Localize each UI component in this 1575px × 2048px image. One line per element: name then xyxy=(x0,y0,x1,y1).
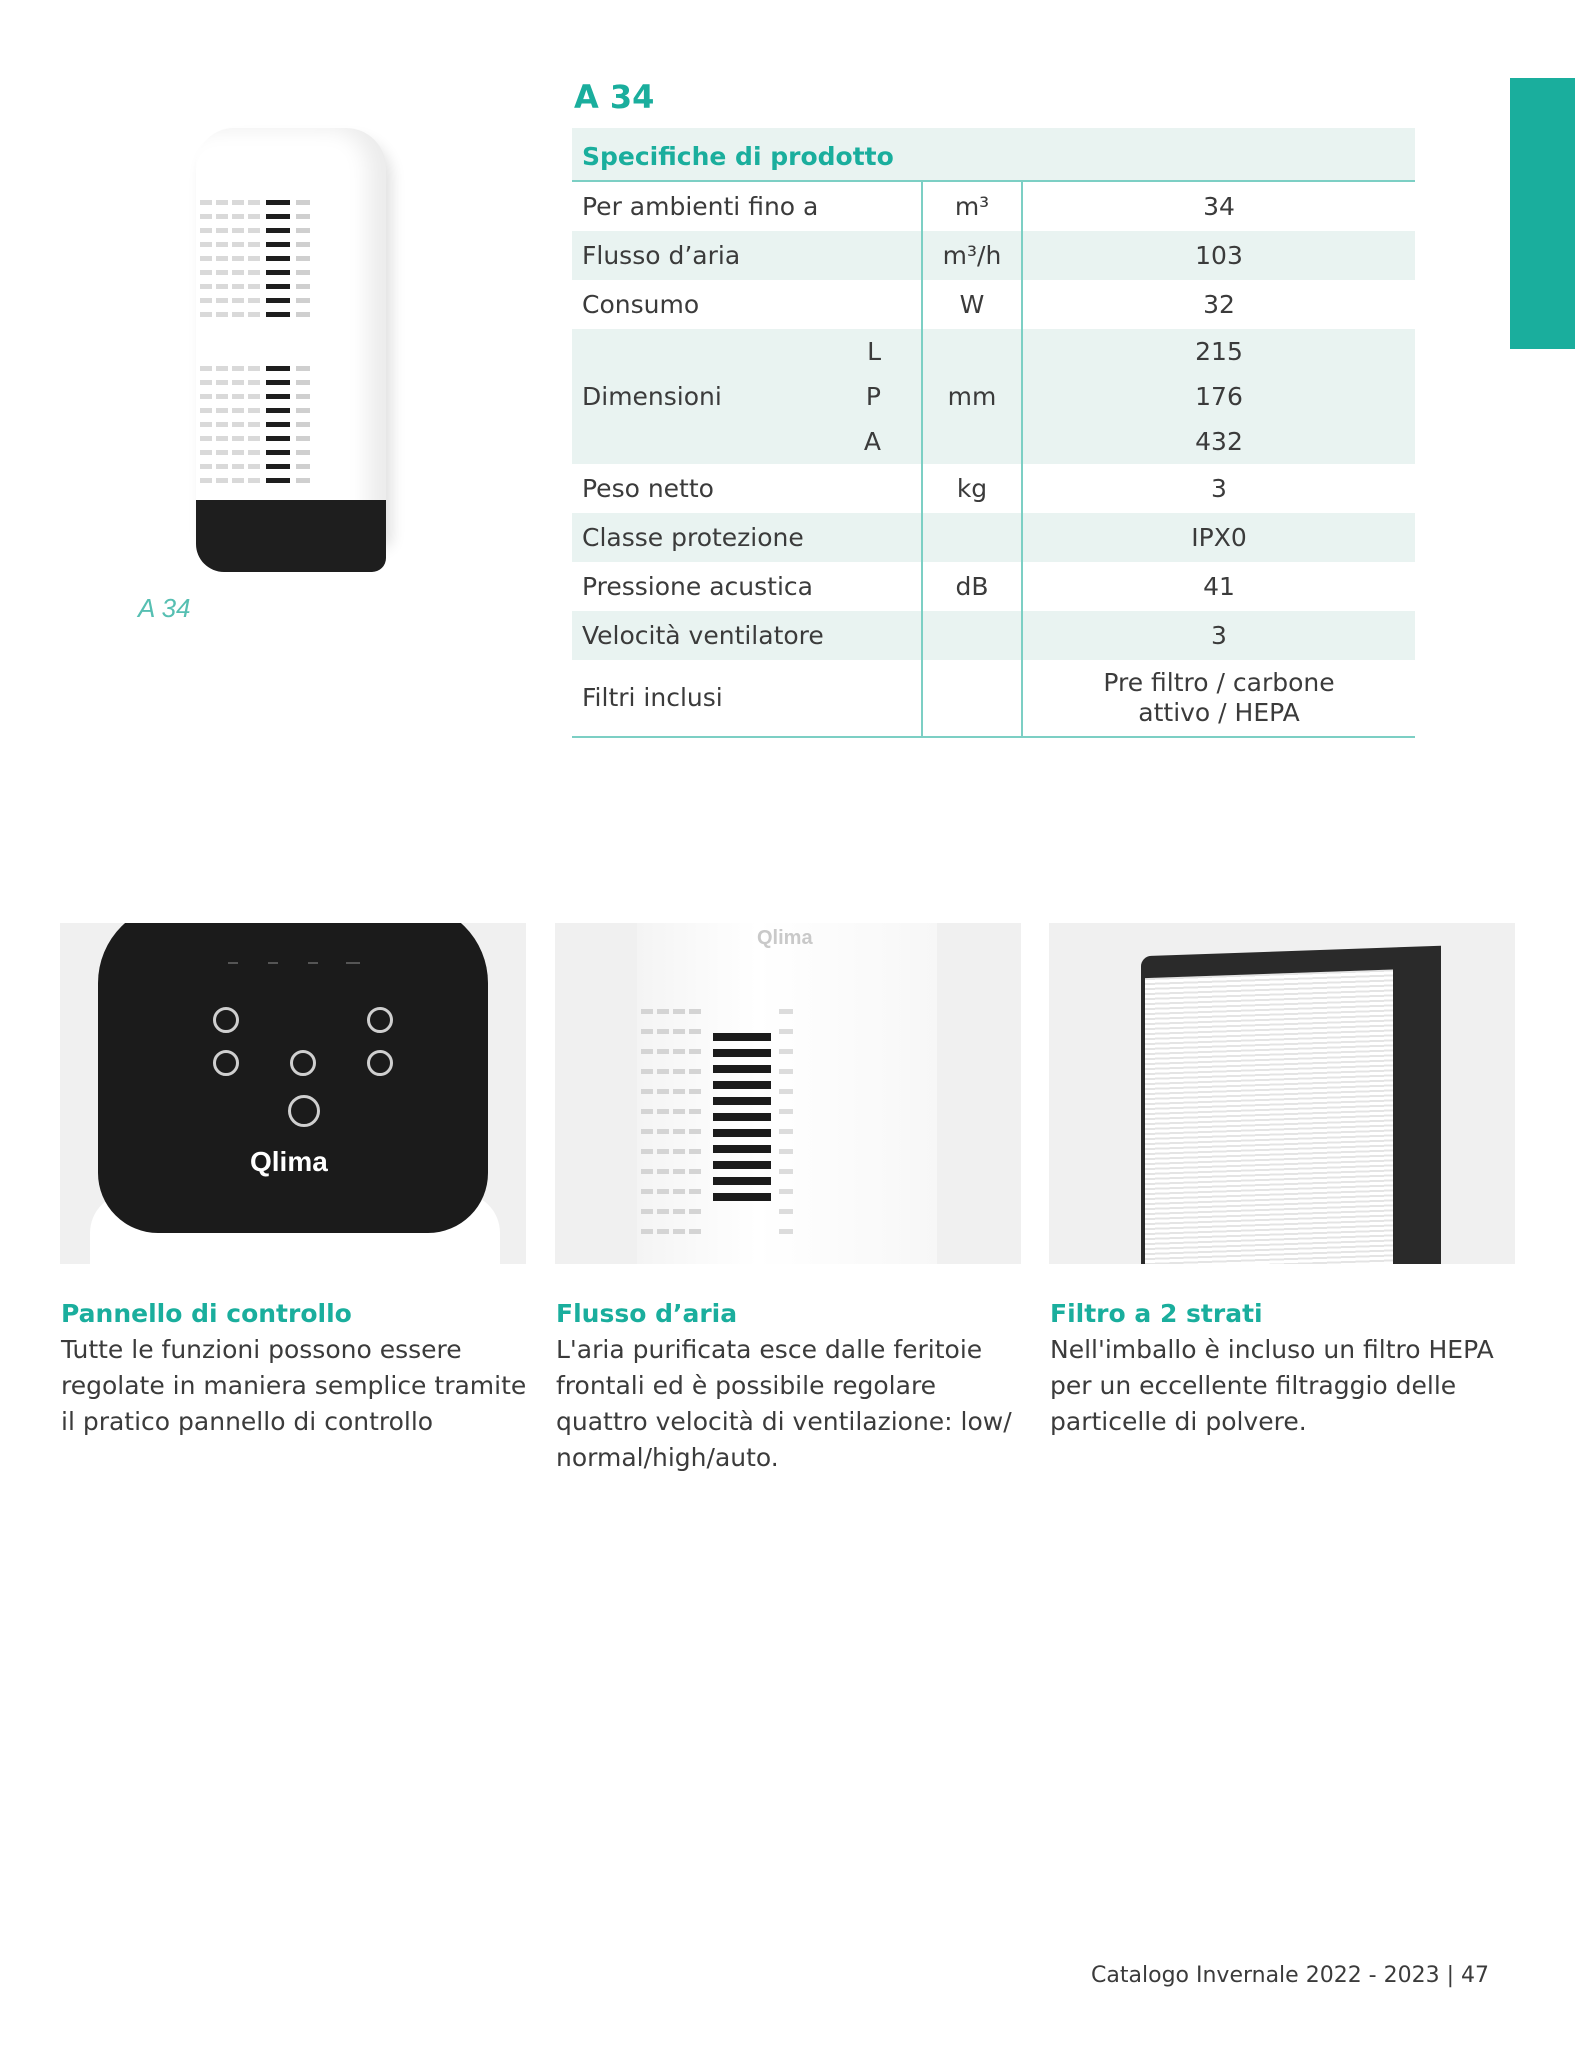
feature-filter xyxy=(1050,1296,1520,1440)
control-panel-image xyxy=(60,923,526,1264)
air-grill xyxy=(637,1003,817,1264)
spec-unit: dB xyxy=(922,562,1022,611)
table-row xyxy=(572,611,1415,660)
mode-button-icon xyxy=(367,1007,393,1033)
spec-table-title: Specifiche di prodotto xyxy=(572,128,1415,181)
section-tab xyxy=(1510,78,1575,349)
table-row xyxy=(572,660,1415,737)
filter-image xyxy=(1049,923,1515,1264)
spec-label: Classe protezione xyxy=(572,513,922,562)
airflow-image xyxy=(555,923,1021,1264)
feature-description: Nell'imballo è incluso un filtro HEPA per un eccellente filtraggio delle particelle di polvere. xyxy=(1050,1335,1494,1436)
spec-unit xyxy=(922,660,1022,737)
spec-label: Consumo xyxy=(582,290,700,319)
spec-table xyxy=(572,128,1415,738)
sleep-button-icon xyxy=(367,1050,393,1076)
spec-value: IPX0 xyxy=(1022,513,1415,562)
spec-value: 176 xyxy=(1022,374,1415,419)
spec-label: Flusso d’aria xyxy=(572,231,922,280)
spec-label: Peso netto xyxy=(582,474,714,503)
table-row xyxy=(572,513,1415,562)
table-row xyxy=(572,562,1415,611)
air-grill-lower xyxy=(200,360,330,490)
product-image-a34 xyxy=(190,128,400,573)
speed-button-icon xyxy=(213,1050,239,1076)
dimension-sub-label: A xyxy=(811,419,922,464)
feature-description: L'aria purificata esce dalle feritoie frontali ed è possibile regolare quattro velocità di ventilazione: low/ normal/high/auto. xyxy=(556,1335,1012,1472)
spec-label: Filtri inclusi xyxy=(572,660,922,737)
control-panel-surface xyxy=(98,923,488,1233)
table-row xyxy=(572,181,1415,231)
feature-description: Tutte le funzioni possono essere regolate in maniera semplice tramite il pratico pannello di controllo xyxy=(61,1335,527,1436)
power-button-icon xyxy=(288,1095,320,1127)
spec-unit: m³ xyxy=(922,181,1022,231)
spec-label: Velocità ventilatore xyxy=(572,611,922,660)
spec-unit: kg xyxy=(922,464,1022,513)
spec-unit: m³/h xyxy=(922,231,1022,280)
hepa-filter xyxy=(1141,946,1441,1264)
fan-button-icon xyxy=(213,1007,239,1033)
table-row xyxy=(572,280,1415,329)
table-row xyxy=(572,329,1415,374)
feature-control-panel xyxy=(61,1296,531,1440)
brand-logo: Qlima xyxy=(757,927,813,949)
spec-unit xyxy=(922,513,1022,562)
spec-value: 103 xyxy=(1022,231,1415,280)
feature-title: Pannello di controllo xyxy=(61,1299,352,1328)
spec-unit: W xyxy=(922,280,1022,329)
spec-value: 3 xyxy=(1211,474,1227,503)
spec-table-header xyxy=(572,128,1415,181)
model-title: A 34 xyxy=(574,78,655,116)
feature-airflow xyxy=(556,1296,1026,1476)
brand-logo: Qlima xyxy=(250,1146,328,1177)
air-grill-upper xyxy=(200,194,330,324)
product-base xyxy=(196,500,386,572)
spec-value: 3 xyxy=(1022,611,1415,660)
spec-value: 32 xyxy=(1203,290,1235,319)
table-row xyxy=(572,231,1415,280)
panel-indicator-lights xyxy=(228,959,368,969)
timer-button-icon xyxy=(290,1050,316,1076)
purifier-tower xyxy=(637,923,937,1264)
dimension-sub-label: L xyxy=(811,329,922,374)
spec-unit xyxy=(922,611,1022,660)
spec-label: Per ambienti fino a xyxy=(582,192,819,221)
spec-value: 215 xyxy=(1022,329,1415,374)
spec-value-line: attivo / HEPA xyxy=(1138,698,1300,727)
page-footer: Catalogo Invernale 2022 - 2023 | 47 xyxy=(1091,1963,1489,1988)
feature-title: Filtro a 2 strati xyxy=(1050,1299,1263,1328)
table-row xyxy=(572,464,1415,513)
spec-unit: mm xyxy=(922,329,1022,464)
spec-value: 41 xyxy=(1203,572,1235,601)
product-caption: A 34 xyxy=(138,593,191,623)
dimension-sub-label: P xyxy=(811,374,922,419)
spec-label: Dimensioni xyxy=(572,329,811,464)
filter-mesh xyxy=(1145,969,1393,1264)
spec-value-multiline xyxy=(1022,660,1415,737)
spec-value-line: Pre filtro / carbone xyxy=(1103,668,1335,697)
spec-value: 34 xyxy=(1203,192,1235,221)
spec-label: Pressione acustica xyxy=(582,572,813,601)
spec-value: 432 xyxy=(1022,419,1415,464)
feature-title: Flusso d’aria xyxy=(556,1299,738,1328)
